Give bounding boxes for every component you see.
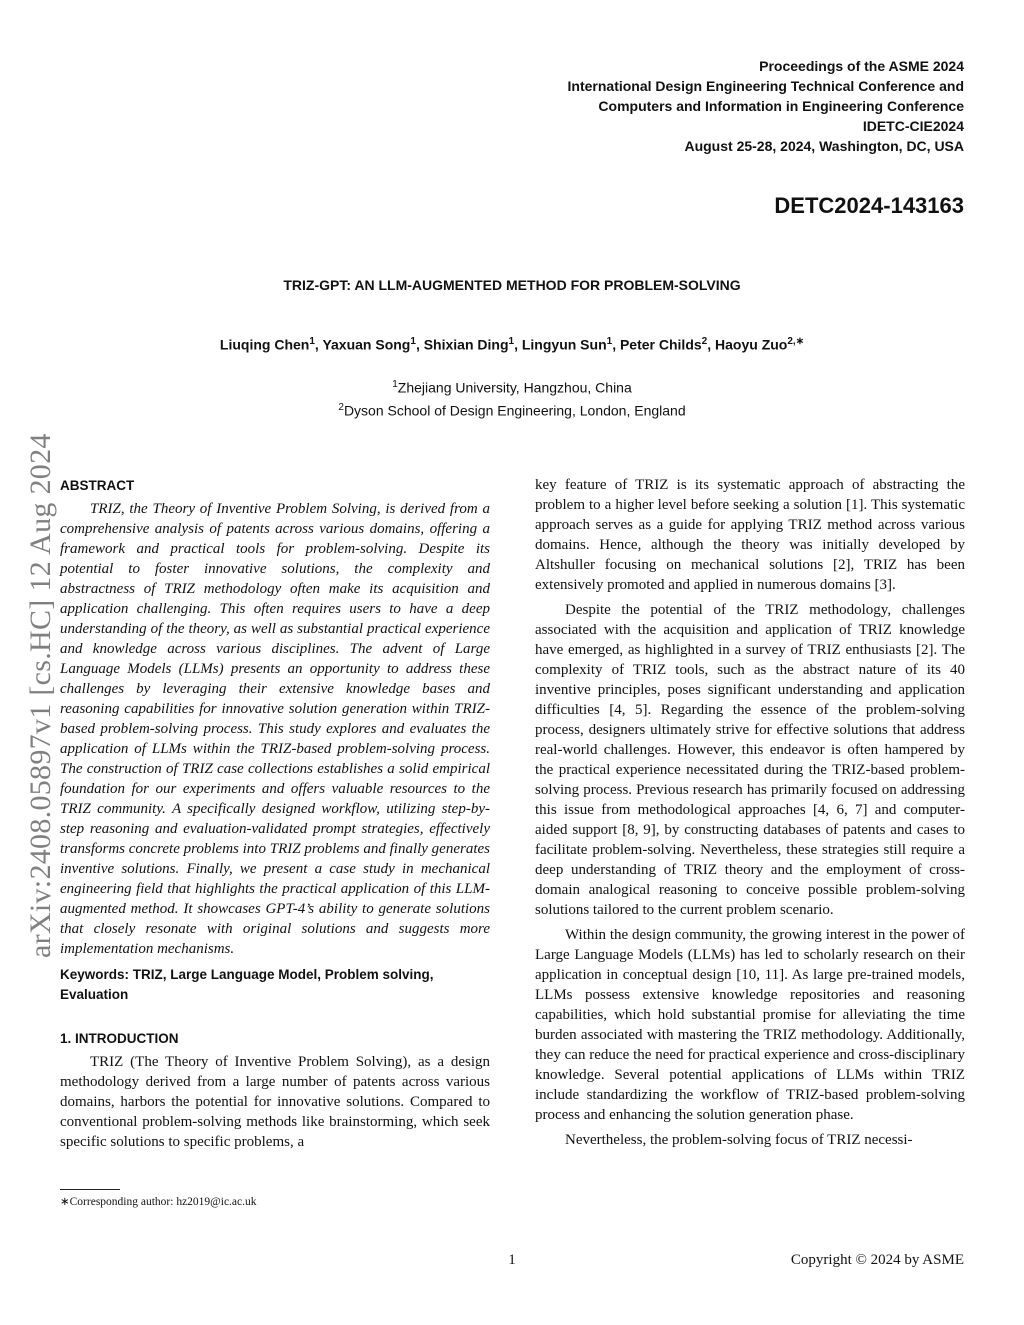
author-affiliation-mark: 1: [508, 336, 515, 347]
author-name: Shixian Ding: [423, 336, 509, 353]
introduction-paragraph: Despite the potential of the TRIZ methodology, challenges associated with the acquisition and application of TRIZ knowledge have emerged, as highlighted in a survey of TRIZ enthusiasts [2]. The complexity of TRIZ tools, such as the abstract nature of its 40 inventive principles, poses significant understanding and application difficulties [4, 5]. Regarding the essence of the problem-solving process, designers ultimately strive for effective solutions that address real-world challenges. However, this endeavor is often hampered by the practical experience necessitated during the TRIZ-based problem-solving process. Previous research has primarily focused on addressing this issue from methodological approaches [4, 6, 7] and computer-aided support [8, 9], by constructing databases of patents and cases to facilitate problem-solving. Nevertheless, these strategies still require a deep understanding of TRIZ theory and the employment of cross-domain analogical reasoning to conceive possible problem-solving solutions tailored to the current problem scenario.: [535, 602, 965, 918]
author-name: Haoyu Zuo: [715, 336, 788, 353]
proceedings-header: [568, 56, 964, 156]
proceedings-line: International Design Engineering Technical Conference and: [567, 78, 964, 94]
affiliation-mark: 1: [392, 379, 398, 390]
affiliation-list: [0, 375, 1024, 420]
introduction-paragraph: key feature of TRIZ is its systematic approach of abstracting the problem to a higher level before seeking a solution [1]. This systematic approach serves as a guide for applying TRIZ method across various domains. Hence, although the theory was initially developed by Altshuller focusing on mechanical solutions [2], TRIZ has been extensively promoted and applied in numerous domains [3].: [535, 477, 965, 593]
page-number: 1: [508, 1252, 516, 1268]
introduction-paragraph: TRIZ (The Theory of Inventive Problem Solving), as a design methodology derived from a large number of patents across various domains, harbors the potential for innovative solutions. Compared to conventional problem-solving methods like brainstorming, which seek specific solutions to specific problems, a: [60, 1054, 490, 1150]
author-separator: ,: [415, 336, 424, 353]
right-column: [535, 475, 965, 1150]
author-separator: ,: [314, 336, 323, 353]
author-affiliation-mark: 2,∗: [787, 336, 805, 347]
author-affiliation-mark: 1: [309, 336, 315, 347]
paper-title: TRIZ-GPT: AN LLM-AUGMENTED METHOD FOR PROBLEM-SOLVING: [283, 277, 741, 293]
abstract-text: TRIZ, the Theory of Inventive Problem Solving, is derived from a comprehensive analysis of patents across various domains, offering a framework and practical tools for problem-solving. Despite its potential to foster innovative solutions, the complexity and abstractness of TRIZ methodology often make its acquisition and application challenging. This often requires users to have a deep understanding of the theory, as well as substantial practical experience and knowledge across various disciplines. The advent of Large Language Models (LLMs) presents an opportunity to address these challenges by leveraging their extensive knowledge bases and reasoning capabilities for innovative solution generation within TRIZ-based problem-solving process. This study explores and evaluates the application of LLMs within the TRIZ-based problem-solving process. The construction of TRIZ case collections establishes a solid empirical foundation for our experiments and offers valuable resources to the TRIZ community. A specifically designed workflow, utilizing step-by-step reasoning and evaluation-validated prompt strategies, effectively transforms concrete problems into TRIZ problems and finally generates inventive solutions. Finally, we present a case study in mechanical engineering field that highlights the practical application of this LLM-augmented method. It showcases GPT-4’s ability to generate solutions that closely resonate with original solutions and suggests more implementation mechanisms.: [60, 501, 490, 957]
affiliation: [0, 375, 1024, 398]
paper-id: DETC2024-143163: [774, 193, 964, 218]
author-affiliation-mark: 2: [701, 336, 708, 347]
introduction-paragraph: Nevertheless, the problem-solving focus of TRIZ necessi-: [565, 1132, 913, 1148]
introduction-paragraph: Within the design community, the growing interest in the power of Large Language Models (LLMs) has led to scholarly research on their application in conceptual design [10, 11]. As large pre-trained models, LLMs possess extensive knowledge repositories and reasoning capabilities, which hold substantial promise for alleviating the time burden associated with mastering the TRIZ methodology. Additionally, they can reduce the need for practical experience and cross-disciplinary knowledge. Several potential applications of LLMs within TRIZ include standardizing the workflow of TRIZ-based problem-solving process and enhancing the solution generation phase.: [535, 927, 965, 1123]
abstract-heading: ABSTRACT: [60, 478, 135, 493]
author-separator: ,: [514, 336, 522, 353]
author-affiliation-mark: 1: [606, 336, 613, 347]
keywords: Keywords: TRIZ, Large Language Model, Problem solving, Evaluation: [60, 967, 434, 1002]
footnote: ∗Corresponding author: hz2019@ic.ac.uk: [60, 1196, 257, 1208]
copyright-notice: Copyright © 2024 by ASME: [790, 1252, 964, 1268]
arxiv-stamp: arXiv:2408.05897v1 [cs.HC] 12 Aug 2024: [24, 433, 57, 958]
proceedings-line: August 25-28, 2024, Washington, DC, USA: [684, 138, 964, 154]
affiliation-text: Dyson School of Design Engineering, London, England: [343, 402, 686, 419]
proceedings-line: IDETC-CIE2024: [862, 118, 964, 134]
affiliation-mark: 2: [338, 401, 344, 413]
author-separator: ,: [612, 336, 620, 353]
proceedings-line: Computers and Information in Engineering Conference: [598, 98, 964, 114]
author-affiliation-mark: 1: [410, 336, 416, 347]
affiliation-text: Zhejiang University, Hangzhou, China: [397, 379, 632, 396]
author-name: Yaxuan Song: [322, 336, 411, 353]
introduction-heading: 1. INTRODUCTION: [60, 1031, 179, 1046]
author-separator: ,: [707, 336, 716, 353]
author-name: Peter Childs: [619, 336, 702, 353]
affiliation: [0, 398, 1024, 421]
left-column: [60, 475, 490, 1152]
author-name: Liuqing Chen: [219, 336, 310, 353]
author-name: Lingyun Sun: [521, 336, 607, 353]
author-list: [0, 336, 1024, 353]
footnote-divider: [60, 1189, 120, 1190]
proceedings-line: Proceedings of the ASME 2024: [759, 58, 964, 74]
